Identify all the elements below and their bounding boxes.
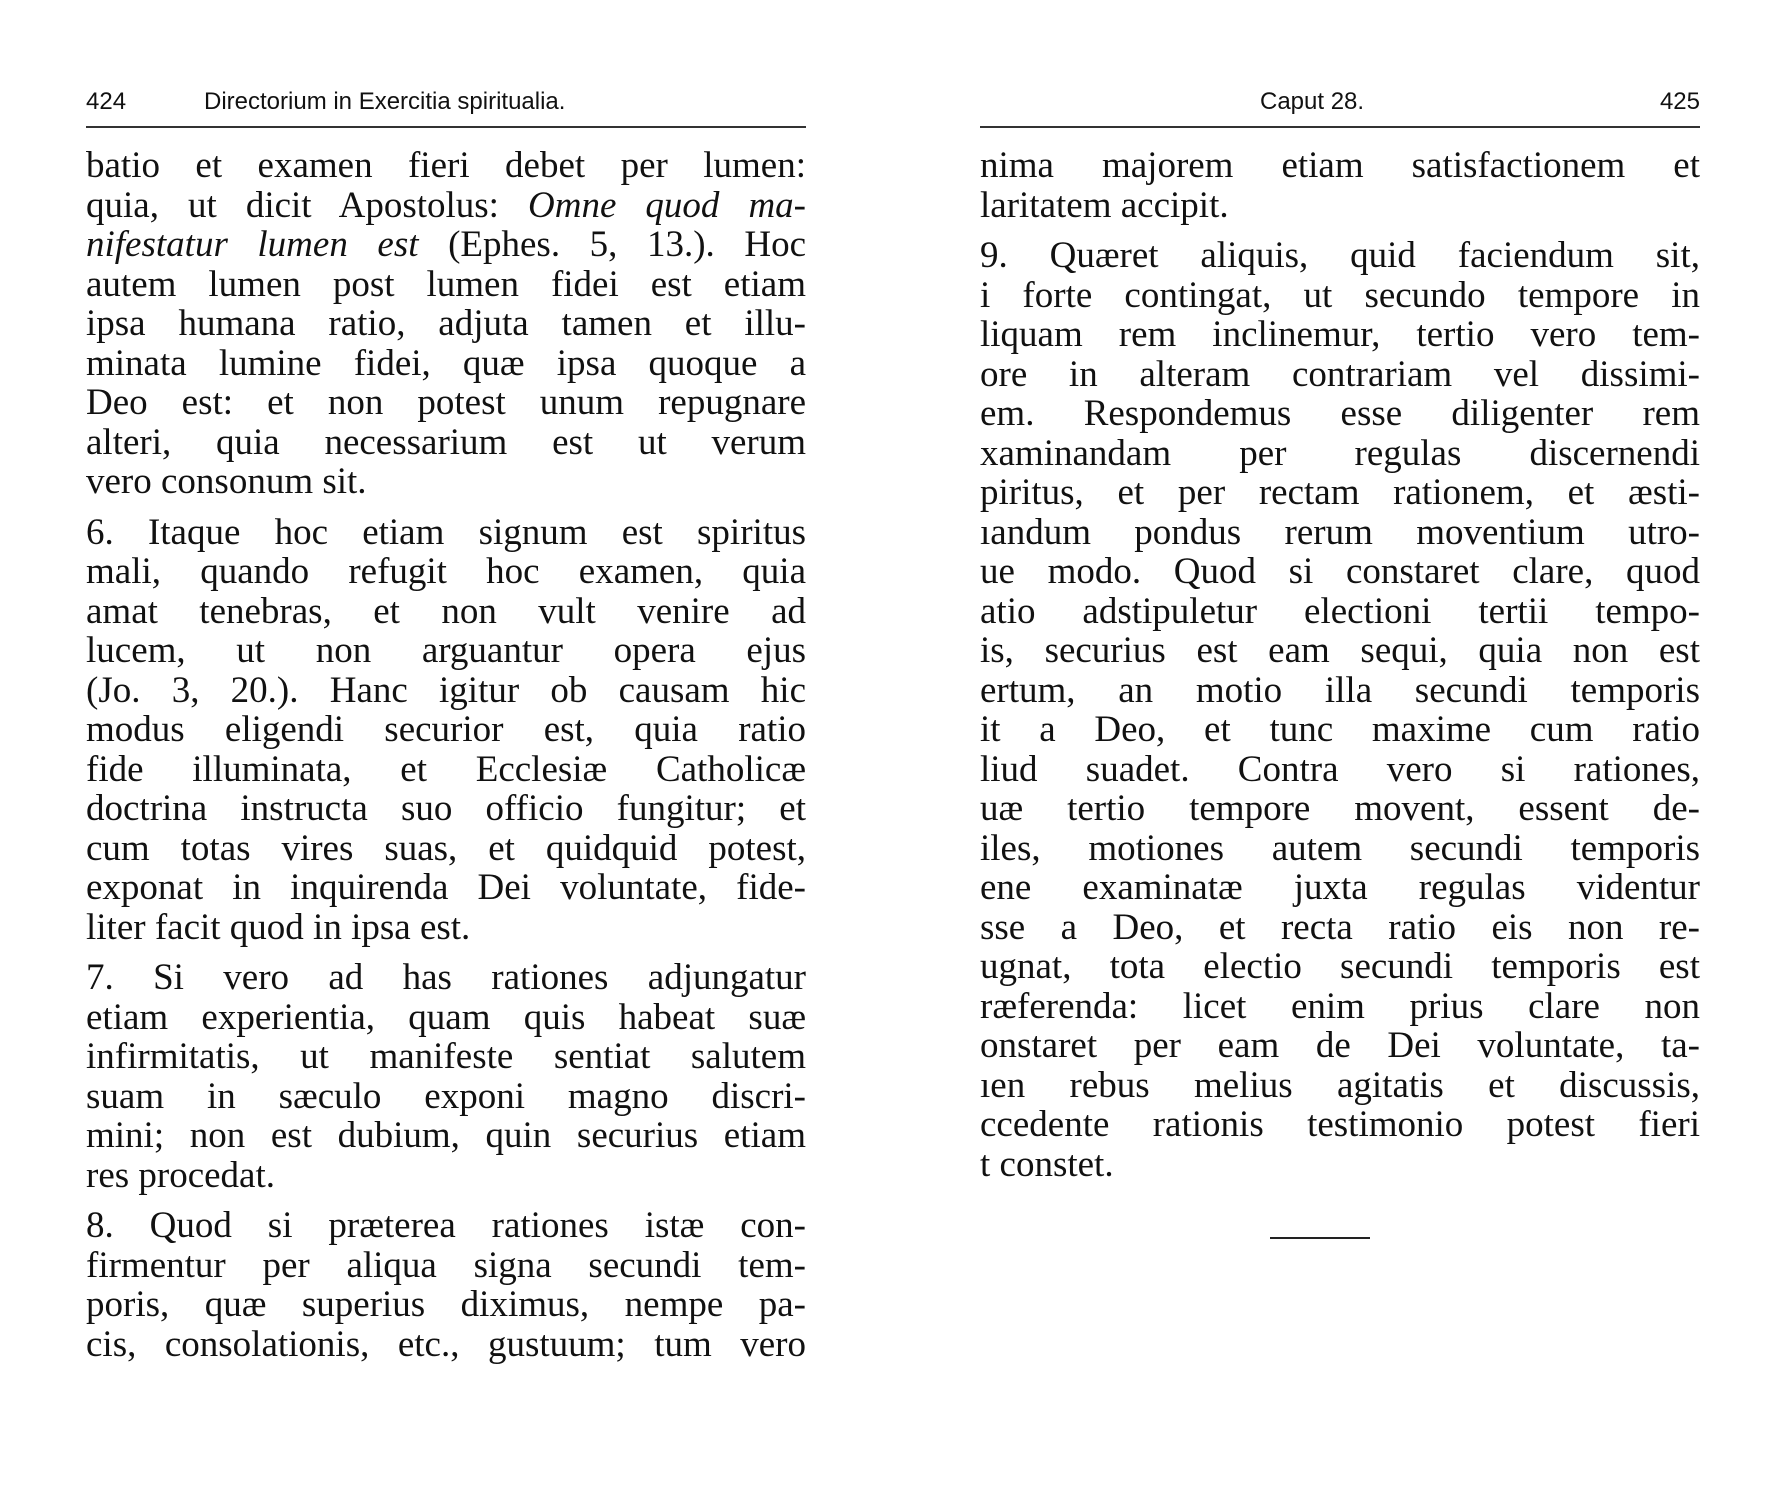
text-line: 9. Quæret aliquis, quid faciendum sit,	[980, 235, 1700, 276]
left-page	[86, 0, 806, 1500]
text-line: xaminandam per regulas discernendi	[980, 432, 1700, 474]
text-line: is, securius est eam sequi, quia non est	[980, 630, 1700, 671]
text-line: lucem, ut non arguantur opera ejus	[86, 630, 806, 671]
right-running-title: Caput 28.	[1260, 88, 1365, 115]
text-line: vero consonum sit.	[86, 461, 367, 502]
text-line: 7. Si vero ad has rationes adjungatur	[86, 957, 806, 998]
text-line: liquam rem inclinemur, tertio vero tem-	[980, 314, 1700, 355]
text-line: 8. Quod si præterea rationes istæ con-	[86, 1205, 806, 1246]
text-line: liud suadet. Contra vero si rationes,	[980, 748, 1700, 790]
right-page-number: 425	[1659, 88, 1700, 115]
text-line: mini; non est dubium, quin securius etiam	[86, 1115, 806, 1156]
text-line: onstaret per eam de Dei voluntate, ta-	[980, 1025, 1700, 1066]
text-line: ccedente rationis testimonio potest fieri	[980, 1104, 1700, 1145]
text-line	[86, 186, 806, 226]
text-line: autem lumen post lumen fidei est etiam	[86, 263, 806, 305]
text-line: poris, quæ superius diximus, nempe pa-	[86, 1284, 806, 1325]
text-line: it a Deo, et tunc maxime cum ratio	[980, 709, 1700, 750]
text-line: mali, quando refugit hoc examen, quia	[86, 551, 806, 592]
text-line: ertum, an motio illa secundi temporis	[980, 669, 1700, 711]
text-line: nima majorem etiam satisfactionem et	[980, 145, 1700, 186]
text-line: ıen rebus melius agitatis et discussis,	[980, 1064, 1700, 1106]
text-line: fide illuminata, et Ecclesiæ Catholicæ	[86, 748, 806, 790]
left-page-number: 424	[86, 88, 127, 115]
text-line: etiam experientia, quam quis habeat suæ	[86, 996, 806, 1038]
text-line	[86, 225, 806, 265]
text-line: (Jo. 3, 20.). Hanc igitur ob causam hic	[86, 669, 806, 711]
text-segment: quia, ut dicit Apostolus:	[86, 184, 499, 226]
quotation-italic: nifestatur lumen est	[86, 224, 419, 265]
text-line: amat tenebras, et non vult venire ad	[86, 590, 806, 632]
right-running-head	[980, 82, 1700, 122]
text-line: firmentur per aliqua signa secundi tem-	[86, 1244, 806, 1286]
paragraph-gap	[86, 502, 806, 513]
chapter-end-rule	[1270, 1237, 1370, 1239]
left-running-title: Directorium in Exercitia spiritualia.	[204, 88, 566, 115]
text-line: liter facit quod in ipsa est.	[86, 906, 471, 948]
text-line: modus eligendi securior est, quia ratio	[86, 709, 806, 750]
text-line: ıandum pondus rerum moventium utro-	[980, 511, 1700, 553]
text-line: 6. Itaque hoc etiam signum est spiritus	[86, 511, 806, 553]
text-line: ugnat, tota electio secundi temporis est	[980, 946, 1700, 987]
text-line: exponat in inquirenda Dei voluntate, fide-	[86, 867, 806, 908]
text-line: minata lumine fidei, quæ ipsa quoque a	[86, 342, 806, 384]
text-line: iles, motiones autem secundi temporis	[980, 827, 1700, 869]
text-line: infirmitatis, ut manifeste sentiat salutem	[86, 1036, 806, 1077]
text-line: ræferenda: licet enim prius clare non	[980, 985, 1700, 1027]
left-header-rule	[86, 126, 806, 128]
text-line: cum totas vires suas, et quidquid potest,	[86, 827, 806, 869]
right-body-text	[980, 146, 1700, 1184]
text-line: ore in alteram contrariam vel dissimi-	[980, 353, 1700, 395]
right-header-rule	[980, 126, 1700, 128]
text-line: atio adstipuletur electioni tertii tempo-	[980, 590, 1700, 632]
text-line: sse a Deo, et recta ratio eis non re-	[980, 906, 1700, 948]
text-line: Deo est: et non potest unum repugnare	[86, 382, 806, 423]
text-line: uæ tertio tempore movent, essent de-	[980, 788, 1700, 829]
text-line: suam in sæculo exponi magno discri-	[86, 1075, 806, 1117]
left-running-head	[86, 82, 806, 122]
text-line: batio et examen fieri debet per lumen:	[86, 145, 806, 186]
text-line: ene examinatæ juxta regulas videntur	[980, 867, 1700, 908]
text-line: i forte contingat, ut secundo tempore in	[980, 274, 1700, 316]
text-line: piritus, et per rectam rationem, et æsti-	[980, 472, 1700, 513]
text-line: doctrina instructa suo officio fungitur; et	[86, 788, 806, 829]
text-line: cis, consolationis, etc., gustuum; tum vero	[86, 1323, 806, 1365]
text-line: em. Respondemus esse diligenter rem	[980, 393, 1700, 434]
text-line: t constet.	[980, 1143, 1114, 1185]
text-line: ue modo. Quod si constaret clare, quod	[980, 551, 1700, 592]
quotation-italic: Omne quod ma-	[528, 184, 806, 226]
text-line: res procedat.	[86, 1154, 276, 1196]
text-segment: (Ephes. 5, 13.). Hoc	[448, 224, 806, 265]
text-line: alteri, quia necessarium est ut verum	[86, 421, 806, 463]
text-line: laritatem accipit.	[980, 184, 1229, 226]
left-body-text	[86, 146, 806, 1364]
right-page	[980, 0, 1700, 1500]
text-line: ipsa humana ratio, adjuta tamen et illu-	[86, 303, 806, 344]
